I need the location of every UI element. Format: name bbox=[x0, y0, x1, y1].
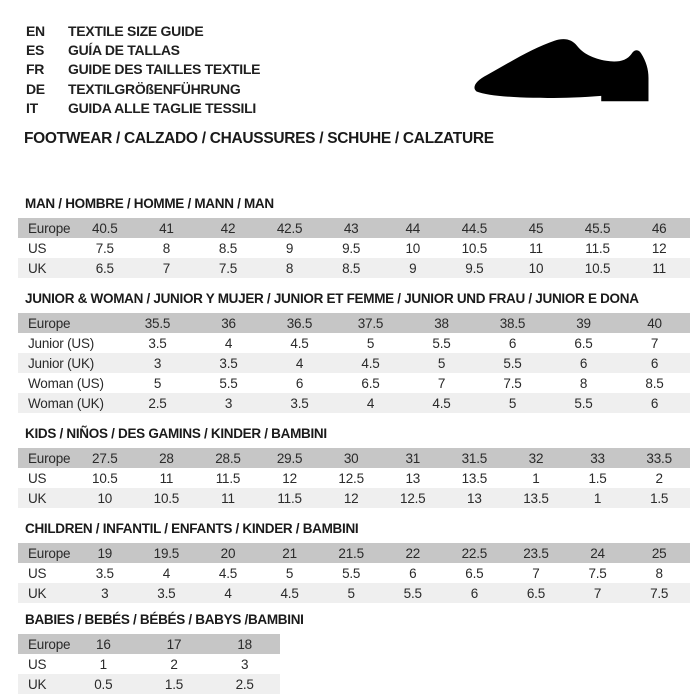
size-value: 13.5 bbox=[505, 488, 567, 508]
language-title: TEXTILGRÖßENFÜHRUNG bbox=[68, 80, 241, 97]
size-value: 5.5 bbox=[382, 583, 444, 603]
size-value: 4.5 bbox=[218, 565, 238, 581]
size-table-title: BABIES / BEBÉS / BÉBÉS / BABYS /BAMBINI bbox=[25, 612, 304, 627]
size-value: 5.5 bbox=[219, 375, 238, 391]
size-value: 3.5 bbox=[148, 335, 167, 351]
size-value: 8 bbox=[162, 240, 171, 256]
size-table-title: JUNIOR & WOMAN / JUNIOR Y MUJER / JUNIOR ET FEMME / JUNIOR UND FRAU / JUNIOR E DONA bbox=[25, 291, 639, 306]
size-value: 5.5 bbox=[432, 335, 451, 351]
language-title-list bbox=[26, 21, 260, 118]
size-table bbox=[18, 313, 690, 413]
size-value: 17 bbox=[139, 634, 210, 654]
size-value: 9 bbox=[285, 240, 294, 256]
language-row bbox=[26, 40, 260, 59]
size-value: 1.5 bbox=[139, 674, 210, 694]
size-value: 5 bbox=[406, 353, 477, 373]
table-row bbox=[18, 583, 690, 603]
size-tables bbox=[18, 196, 690, 694]
language-code: IT bbox=[26, 100, 38, 117]
size-value: 10 bbox=[505, 258, 567, 278]
size-value: 7 bbox=[136, 258, 198, 278]
size-value: 5.5 bbox=[342, 565, 361, 581]
size-value: 9 bbox=[382, 258, 444, 278]
language-code: ES bbox=[26, 42, 45, 59]
language-code: FR bbox=[26, 61, 45, 78]
size-value: 4.5 bbox=[335, 353, 406, 373]
size-value: 23.5 bbox=[505, 543, 567, 563]
size-table bbox=[18, 218, 690, 278]
size-value: 30 bbox=[320, 448, 382, 468]
size-value: 11.5 bbox=[215, 470, 241, 486]
size-value: 11 bbox=[628, 258, 690, 278]
size-value: 24 bbox=[567, 543, 629, 563]
table-row bbox=[18, 258, 690, 278]
size-value: 3.5 bbox=[193, 353, 264, 373]
size-value: 1.5 bbox=[628, 488, 690, 508]
size-value: 31.5 bbox=[444, 448, 506, 468]
category-heading: FOOTWEAR / CALZADO / CHAUSSURES / SCHUHE / CALZATURE bbox=[24, 130, 494, 147]
size-value: 21.5 bbox=[320, 543, 382, 563]
size-value: 13.5 bbox=[461, 470, 488, 486]
size-value: 3.5 bbox=[95, 565, 114, 581]
size-value: 13 bbox=[405, 470, 421, 486]
table-row bbox=[18, 448, 690, 468]
language-row bbox=[26, 60, 260, 79]
row-label: Junior (US) bbox=[28, 335, 95, 351]
size-value: 4 bbox=[162, 565, 171, 581]
size-value: 13 bbox=[444, 488, 506, 508]
size-value: 10.5 bbox=[136, 488, 198, 508]
size-value: 8 bbox=[579, 375, 588, 391]
table-row bbox=[18, 654, 280, 674]
row-label: UK bbox=[18, 488, 74, 508]
size-value: 8 bbox=[259, 258, 321, 278]
size-value: 31 bbox=[382, 448, 444, 468]
size-value: 12.5 bbox=[382, 488, 444, 508]
size-value: 44.5 bbox=[444, 218, 506, 238]
size-value: 4.5 bbox=[259, 583, 321, 603]
size-table-title: MAN / HOMBRE / HOMME / MANN / MAN bbox=[25, 196, 274, 211]
size-value: 42.5 bbox=[259, 218, 321, 238]
size-value: 29.5 bbox=[259, 448, 321, 468]
size-value: 20 bbox=[197, 543, 259, 563]
size-value: 6.5 bbox=[505, 583, 567, 603]
size-value: 38 bbox=[406, 313, 477, 333]
row-label: Europe bbox=[18, 448, 74, 468]
row-label: Woman (US) bbox=[28, 375, 104, 391]
size-value: 36.5 bbox=[264, 313, 335, 333]
size-value: 3 bbox=[74, 583, 136, 603]
size-value: 6.5 bbox=[74, 258, 136, 278]
size-value: 8.5 bbox=[320, 258, 382, 278]
table-row bbox=[18, 563, 690, 583]
size-value: 3 bbox=[193, 393, 264, 413]
size-value: 7.5 bbox=[95, 240, 114, 256]
size-value: 3.5 bbox=[136, 583, 198, 603]
size-value: 7 bbox=[650, 335, 659, 351]
size-value: 5 bbox=[366, 335, 375, 351]
table-row bbox=[18, 333, 690, 353]
size-value: 6 bbox=[548, 353, 619, 373]
size-value: 6 bbox=[619, 393, 690, 413]
size-value: 28 bbox=[136, 448, 198, 468]
size-value: 6 bbox=[619, 353, 690, 373]
size-value: 27.5 bbox=[74, 448, 136, 468]
table-row bbox=[18, 353, 690, 373]
size-value: 6.5 bbox=[574, 335, 593, 351]
row-label: UK bbox=[18, 583, 74, 603]
row-label: US bbox=[28, 470, 47, 486]
language-title: TEXTILE SIZE GUIDE bbox=[68, 22, 204, 39]
size-value: 12 bbox=[320, 488, 382, 508]
size-value: 3 bbox=[241, 656, 249, 672]
size-value: 4 bbox=[224, 335, 233, 351]
size-value: 3 bbox=[122, 353, 193, 373]
size-value: 7.5 bbox=[503, 375, 522, 391]
size-value: 39 bbox=[548, 313, 619, 333]
table-row bbox=[18, 634, 280, 654]
size-value: 36 bbox=[193, 313, 264, 333]
size-value: 45 bbox=[505, 218, 567, 238]
table-row bbox=[18, 468, 690, 488]
size-value: 19.5 bbox=[136, 543, 198, 563]
size-value: 3.5 bbox=[264, 393, 335, 413]
size-value: 2.5 bbox=[122, 393, 193, 413]
size-value: 4.5 bbox=[290, 335, 309, 351]
size-value: 28.5 bbox=[197, 448, 259, 468]
size-value: 11 bbox=[197, 488, 259, 508]
size-value: 10.5 bbox=[461, 240, 488, 256]
size-value: 9.5 bbox=[444, 258, 506, 278]
size-value: 7.5 bbox=[197, 258, 259, 278]
dress-shoe-icon bbox=[464, 33, 680, 109]
size-value: 2 bbox=[655, 470, 663, 486]
size-value: 33 bbox=[567, 448, 629, 468]
size-value: 2 bbox=[170, 656, 178, 672]
size-value: 8.5 bbox=[645, 375, 664, 391]
size-value: 0.5 bbox=[68, 674, 139, 694]
size-value: 4 bbox=[264, 353, 335, 373]
size-value: 2.5 bbox=[209, 674, 280, 694]
size-value: 6 bbox=[295, 375, 304, 391]
language-title: GUÍA DE TALLAS bbox=[68, 42, 180, 59]
size-value: 10.5 bbox=[92, 470, 118, 486]
table-row bbox=[18, 543, 690, 563]
size-value: 40.5 bbox=[74, 218, 136, 238]
size-value: 6 bbox=[409, 565, 417, 581]
size-value: 1.5 bbox=[588, 470, 607, 486]
size-value: 5 bbox=[285, 565, 294, 581]
size-value: 4.5 bbox=[406, 393, 477, 413]
size-value: 4 bbox=[197, 583, 259, 603]
size-value: 9.5 bbox=[342, 240, 361, 256]
size-table-section bbox=[18, 521, 690, 603]
size-value: 1 bbox=[532, 470, 540, 486]
size-value: 1 bbox=[567, 488, 629, 508]
size-table-title: CHILDREN / INFANTIL / ENFANTS / KINDER / BAMBINI bbox=[25, 521, 359, 536]
size-value: 5.5 bbox=[477, 353, 548, 373]
size-value: 45.5 bbox=[567, 218, 629, 238]
size-value: 22.5 bbox=[444, 543, 506, 563]
size-value: 41 bbox=[136, 218, 198, 238]
row-label: Europe bbox=[18, 634, 68, 654]
size-value: 5 bbox=[153, 375, 162, 391]
size-table-section bbox=[18, 291, 690, 413]
language-title: GUIDA ALLE TAGLIE TESSILI bbox=[68, 100, 256, 117]
size-value: 8 bbox=[655, 565, 663, 581]
size-value: 10 bbox=[74, 488, 136, 508]
size-table bbox=[18, 448, 690, 508]
size-value: 12 bbox=[282, 470, 297, 486]
row-label: Europe bbox=[18, 313, 122, 333]
size-table bbox=[18, 543, 690, 603]
size-value: 43 bbox=[320, 218, 382, 238]
size-value: 11 bbox=[159, 470, 174, 486]
size-value: 5 bbox=[320, 583, 382, 603]
size-value: 46 bbox=[628, 218, 690, 238]
size-value: 10 bbox=[405, 240, 421, 256]
size-value: 12.5 bbox=[338, 470, 364, 486]
table-row bbox=[18, 238, 690, 258]
language-code: DE bbox=[26, 80, 45, 97]
size-value: 22 bbox=[382, 543, 444, 563]
table-row bbox=[18, 393, 690, 413]
size-value: 35.5 bbox=[122, 313, 193, 333]
size-value: 18 bbox=[209, 634, 280, 654]
language-code: EN bbox=[26, 22, 45, 39]
size-value: 19 bbox=[74, 543, 136, 563]
table-row bbox=[18, 674, 280, 694]
size-value: 7.5 bbox=[588, 565, 607, 581]
table-row bbox=[18, 373, 690, 393]
size-value: 11.5 bbox=[259, 488, 321, 508]
row-label: Europe bbox=[18, 218, 74, 238]
size-value: 6 bbox=[444, 583, 506, 603]
size-value: 16 bbox=[68, 634, 139, 654]
size-value: 5 bbox=[477, 393, 548, 413]
size-table-section bbox=[18, 426, 690, 508]
row-label: UK bbox=[18, 674, 68, 694]
table-row bbox=[18, 488, 690, 508]
row-label: US bbox=[28, 565, 47, 581]
row-label: Woman (UK) bbox=[18, 393, 122, 413]
size-table bbox=[18, 634, 280, 694]
row-label: UK bbox=[18, 258, 74, 278]
row-label: US bbox=[28, 240, 47, 256]
language-row bbox=[26, 21, 260, 40]
row-label: Europe bbox=[18, 543, 74, 563]
size-value: 37.5 bbox=[335, 313, 406, 333]
size-value: 6 bbox=[508, 335, 517, 351]
size-value: 5.5 bbox=[548, 393, 619, 413]
size-value: 40 bbox=[619, 313, 690, 333]
size-value: 21 bbox=[259, 543, 321, 563]
size-value: 25 bbox=[628, 543, 690, 563]
size-value: 6.5 bbox=[361, 375, 380, 391]
size-value: 42 bbox=[197, 218, 259, 238]
row-label: US bbox=[28, 656, 47, 672]
language-row bbox=[26, 99, 260, 118]
size-value: 44 bbox=[382, 218, 444, 238]
size-value: 7 bbox=[567, 583, 629, 603]
size-value: 6.5 bbox=[465, 565, 484, 581]
size-table-section bbox=[18, 196, 690, 278]
size-value: 7 bbox=[437, 375, 446, 391]
size-value: 1 bbox=[99, 656, 107, 672]
size-table-title: KIDS / NIÑOS / DES GAMINS / KINDER / BAMBINI bbox=[25, 426, 327, 441]
size-value: 4 bbox=[335, 393, 406, 413]
language-title: GUIDE DES TAILLES TEXTILE bbox=[68, 61, 261, 78]
size-value: 38.5 bbox=[477, 313, 548, 333]
size-value: 8.5 bbox=[218, 240, 238, 256]
size-table-section bbox=[18, 612, 690, 694]
size-value: 11 bbox=[529, 240, 543, 256]
size-value: 33.5 bbox=[628, 448, 690, 468]
size-value: 7.5 bbox=[628, 583, 690, 603]
table-row bbox=[18, 218, 690, 238]
size-value: 7 bbox=[532, 565, 540, 581]
language-row bbox=[26, 79, 260, 98]
size-value: 11.5 bbox=[585, 240, 610, 256]
row-label: Junior (UK) bbox=[18, 353, 122, 373]
size-value: 32 bbox=[505, 448, 567, 468]
size-value: 12 bbox=[651, 240, 667, 256]
table-row bbox=[18, 313, 690, 333]
size-value: 10.5 bbox=[567, 258, 629, 278]
